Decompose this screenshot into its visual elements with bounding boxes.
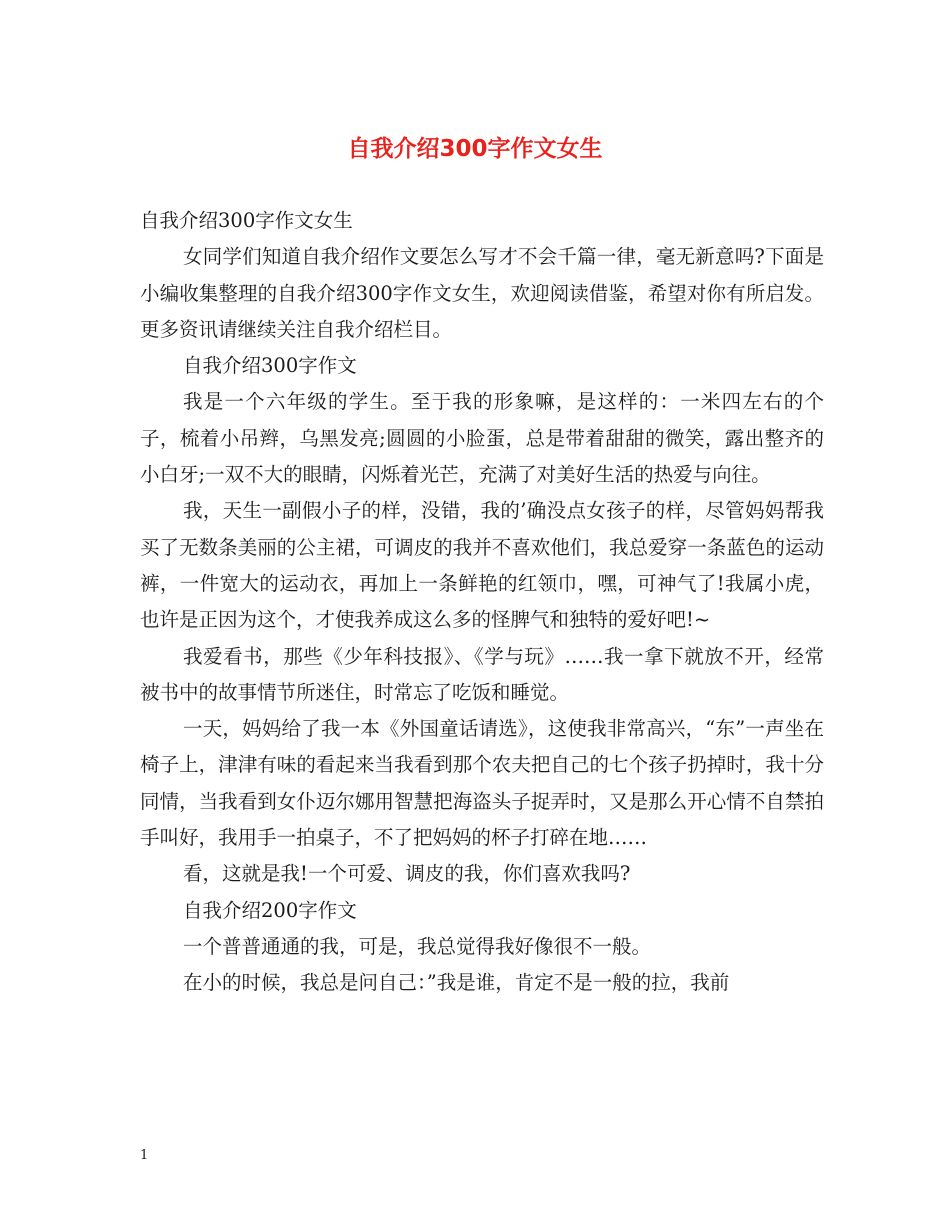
document-title: 自我介绍300字作文女生 — [347, 136, 603, 162]
paragraph: 看，这就是我!一个可爱、调皮的我，你们喜欢我吗? — [183, 862, 631, 886]
paragraph: 在小的时候，我总是问自己：”我是谁，肯定不是一般的拉，我前 — [183, 971, 730, 995]
paragraph: 我爱看书，那些《少年科技报》、《学与玩》……我一拿下就放不开，经常被书中的故事情节所迷住，时常忘了吃饭和睡觉。 — [140, 644, 824, 704]
paragraph: 一天，妈妈给了我一本《外国童话请选》，这使我非常高兴，“东”一声坐在椅子上，津津有味的看起来当我看到那个农夫把自己的七个孩子扔掉时，我十分同情，当我看到女仆迈尔娜用智慧把海盗头子捉弄时，又是那么开心情不自禁拍手叫好，我用手一拍桌子，不了把妈妈的杯子打碎在地…… — [140, 717, 824, 850]
paragraph: 自我介绍300字作文 — [183, 354, 357, 378]
paragraph: 自我介绍300字作文女生 — [140, 209, 353, 232]
paragraph: 自我介绍200字作文 — [183, 898, 357, 922]
document-body — [140, 203, 824, 1002]
paragraph: 我，天生一副假小子的样，没错，我的’确没点女孩子的样，尽管妈妈帮我买了无数条美丽的公主裙，可调皮的我并不喜欢他们，我总爱穿一条蓝色的运动裤，一件宽大的运动衣，再加上一条鲜艳的红领巾，嘿，可神气了!我属小虎，也许是正因为这个，才使我养成这么多的怪脾气和独特的爱好吧!~ — [140, 499, 824, 632]
paragraph: 一个普普通通的我，可是，我总觉得我好像很不一般。 — [183, 934, 652, 958]
paragraph: 我是一个六年级的学生。至于我的形象嘛，是这样的：一米四左右的个子，梳着小吊辫，乌黑发亮;圆圆的小脸蛋，总是带着甜甜的微笑，露出整齐的小白牙;一双不大的眼睛，闪烁着光芒，充满了对美好生活的热爱与向往。 — [140, 390, 824, 487]
page-number: 1 — [140, 1148, 149, 1163]
paragraph: 女同学们知道自我介绍作文要怎么写才不会千篇一律，毫无新意吗?下面是小编收集整理的自我介绍300字作文女生，欢迎阅读借鉴，希望对你有所启发。更多资讯请继续关注自我介绍栏目。 — [140, 245, 824, 341]
